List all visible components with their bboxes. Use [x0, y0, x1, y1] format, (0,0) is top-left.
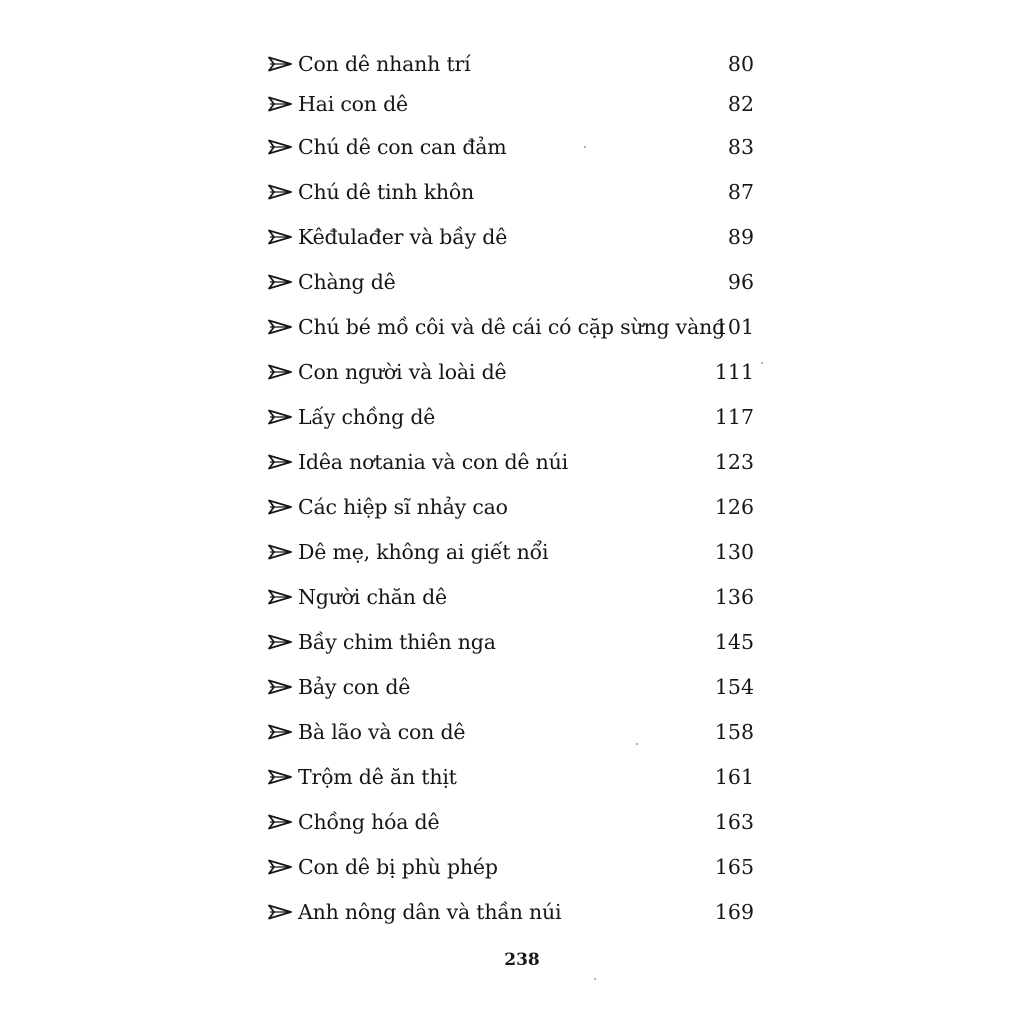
toc-entry [268, 664, 758, 709]
toc-entry-page: 126 [714, 494, 754, 519]
toc-entry [268, 754, 758, 799]
toc-entry [268, 304, 758, 349]
toc-entry [268, 574, 758, 619]
arrowhead-bullet-icon [268, 362, 298, 382]
toc-entry-title: Bà lão và con dê [298, 719, 466, 744]
arrowhead-bullet-icon [268, 137, 298, 157]
toc-entry [268, 484, 758, 529]
paper-speck [594, 978, 596, 980]
toc-entry [268, 529, 758, 574]
toc-entry-page: 80 [727, 52, 754, 76]
paper-speck [584, 146, 586, 148]
arrowhead-bullet-icon [268, 767, 298, 787]
toc-entry-page: 111 [714, 359, 754, 384]
toc-entry-title: Con dê nhanh trí [298, 52, 471, 76]
toc-entry [268, 844, 758, 889]
toc-entry [268, 619, 758, 664]
toc-entry-title: Chàng dê [298, 269, 396, 294]
toc-entry-page: 101 [714, 314, 754, 339]
toc-entry-title: Dê mẹ, không ai giết nổi [298, 539, 549, 564]
toc-entry-page: 123 [714, 449, 754, 474]
toc-entry-page: 169 [714, 899, 754, 924]
toc-entry-page: 117 [714, 404, 754, 429]
arrowhead-bullet-icon [268, 407, 298, 427]
toc-entry-page: 130 [714, 539, 754, 564]
arrowhead-bullet-icon [268, 317, 298, 337]
arrowhead-bullet-icon [268, 94, 298, 114]
toc-entry-title: Bảy con dê [298, 674, 411, 699]
toc-entry [268, 124, 758, 169]
paper-speck [761, 362, 763, 364]
toc-entry [268, 214, 758, 259]
toc-entry-title: Chú dê tinh khôn [298, 179, 475, 204]
toc-entry-page: 87 [727, 179, 754, 204]
toc-entry-page: 82 [727, 92, 754, 116]
arrowhead-bullet-icon [268, 587, 298, 607]
arrowhead-bullet-icon [268, 497, 298, 517]
arrowhead-bullet-icon [268, 452, 298, 472]
toc-entry [268, 439, 758, 484]
toc-entry-title: Idêa nơtania và con dê núi [298, 449, 568, 474]
toc-entry [268, 259, 758, 304]
arrowhead-bullet-icon [268, 227, 298, 247]
toc-entry-page: 96 [727, 269, 754, 294]
toc-entry-title: Anh nông dân và thần núi [298, 899, 562, 924]
toc-entry-title: Trộm dê ăn thịt [298, 764, 457, 789]
arrowhead-bullet-icon [268, 272, 298, 292]
toc-entry-title: Hai con dê [298, 92, 408, 116]
arrowhead-bullet-icon [268, 542, 298, 562]
toc-entry [268, 394, 758, 439]
toc-entry-title: Chú dê con can đảm [298, 134, 507, 159]
toc-entry [268, 709, 758, 754]
toc-entry-title: Người chăn dê [298, 584, 447, 609]
toc-entry-title: Con dê bị phù phép [298, 854, 498, 879]
arrowhead-bullet-icon [268, 677, 298, 697]
arrowhead-bullet-icon [268, 857, 298, 877]
toc-entry-title: Lấy chồng dê [298, 404, 436, 429]
toc-entry-page: 165 [714, 854, 754, 879]
toc-entry [268, 349, 758, 394]
toc-entry [268, 44, 758, 84]
toc-entry-title: Các hiệp sĩ nhảy cao [298, 494, 508, 519]
toc-entry-page: 158 [714, 719, 754, 744]
toc-entry-title: Kêđulađer và bầy dê [298, 224, 508, 249]
table-of-contents [268, 44, 758, 934]
arrowhead-bullet-icon [268, 902, 298, 922]
paper-speck [636, 743, 638, 745]
toc-entry-title: Chồng hóa dê [298, 809, 440, 834]
arrowhead-bullet-icon [268, 182, 298, 202]
toc-entry [268, 889, 758, 934]
toc-entry-page: 163 [714, 809, 754, 834]
toc-entry-title: Bầy chim thiên nga [298, 629, 496, 654]
toc-entry [268, 169, 758, 214]
toc-entry [268, 799, 758, 844]
toc-entry-page: 154 [714, 674, 754, 699]
arrowhead-bullet-icon [268, 632, 298, 652]
arrowhead-bullet-icon [268, 722, 298, 742]
toc-entry-title: Chú bé mồ côi và dê cái có cặp sừng vàng [298, 314, 726, 339]
toc-entry-title: Con người và loài dê [298, 359, 507, 384]
toc-entry-page: 161 [714, 764, 754, 789]
arrowhead-bullet-icon [268, 812, 298, 832]
toc-entry-page: 83 [727, 134, 754, 159]
toc-entry-page: 89 [727, 224, 754, 249]
toc-entry-page: 136 [714, 584, 754, 609]
toc-entry [268, 84, 758, 124]
arrowhead-bullet-icon [268, 54, 298, 74]
page-number: 238 [504, 950, 540, 970]
toc-entry-page: 145 [714, 629, 754, 654]
